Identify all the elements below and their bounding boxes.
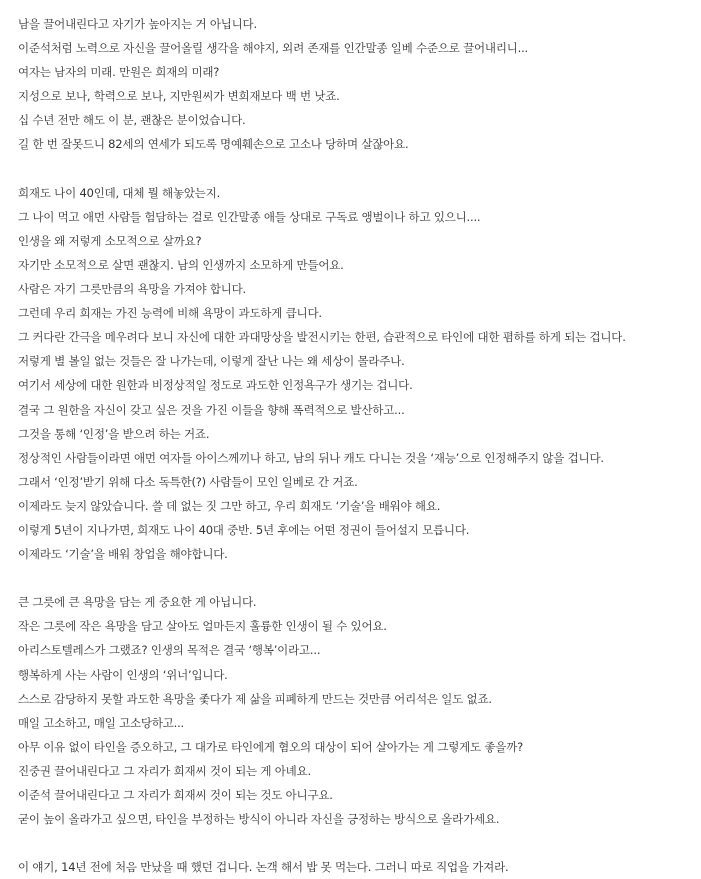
text-line: 십 수년 전만 해도 이 분, 괜찮은 분이었습니다. <box>18 113 246 128</box>
article-body <box>18 12 698 879</box>
paragraph-break <box>18 831 698 855</box>
text-line: 이렇게 5년이 지나가면, 희재도 나이 40대 중반. 5년 후에는 어떤 정권이 들어설지 모릅니다. <box>18 522 470 537</box>
text-line: 이준석처럼 노력으로 자신을 끌어올릴 생각을 해야지, 외려 존재를 인간말종 일베 수준으로 끌어내리니... <box>18 41 529 56</box>
text-line: 그것을 통해 ‘인정’을 받으려 하는 거죠. <box>18 426 210 441</box>
text-line: 큰 그릇에 큰 욕망을 담는 게 중요한 게 아닙니다. <box>18 595 257 610</box>
text-line: 자기만 소모적으로 살면 괜찮지. 남의 인생까지 소모하게 만들어요. <box>18 257 344 272</box>
text-line: 희재도 나이 40인데, 대체 뭘 해놓았는지. <box>18 185 221 200</box>
text-line: 길 한 번 잘못드니 82세의 연세가 되도록 명예훼손으로 고소나 당하며 살잖아요. <box>18 137 409 152</box>
text-line: 결국 그 원한을 자신이 갖고 싶은 것을 가진 이들을 향해 폭력적으로 발산하고... <box>18 402 405 417</box>
text-line: 그래서 ‘인정’받기 위해 다소 독특한(?) 사람들이 모인 일베로 간 거죠. <box>18 474 358 489</box>
text-line: 그 나이 먹고 애먼 사람들 험담하는 걸로 인간말종 애들 상대로 구독료 앵벌이나 하고 있으니.... <box>18 209 481 224</box>
text-line: 진중권 끌어내린다고 그 자리가 희재씨 것이 되는 게 아녜요. <box>18 763 311 778</box>
text-line: 인생을 왜 저렇게 소모적으로 살까요? <box>18 233 202 248</box>
text-line: 작은 그릇에 작은 욕망을 담고 살아도 얼마든지 훌륭한 인생이 될 수 있어요. <box>18 619 387 634</box>
text-line: 매일 고소하고, 매일 고소당하고... <box>18 715 185 730</box>
text-line: 정상적인 사람들이라면 애먼 여자들 아이스께끼나 하고, 남의 뒤나 캐도 다니는 것을 ‘재능’으로 인정해주지 않을 겁니다. <box>18 450 604 465</box>
text-line: 이제라도 ‘기술’을 배워 창업을 해야합니다. <box>18 547 228 562</box>
text-line: 이제라도 늦지 않았습니다. 쓸 데 없는 짓 그만 하고, 우리 희재도 ‘기술’을 배워야 해요. <box>18 498 441 513</box>
text-line: 그 커다란 간극을 메우려다 보니 자신에 대한 과대망상을 발전시키는 한편, 습관적으로 타인에 대한 폄하를 하게 되는 겁니다. <box>18 330 626 345</box>
text-line: 지성으로 보나, 학력으로 보나, 지만원씨가 변희재보다 백 번 낫죠. <box>18 89 340 104</box>
text-line: 아무 이유 없이 타인을 증오하고, 그 대가로 타인에게 혐오의 대상이 되어 살아가는 게 그렇게도 좋을까? <box>18 739 524 754</box>
text-line: 굳이 높이 올라가고 싶으면, 타인을 부정하는 방식이 아니라 자신을 긍정하는 방식으로 올라가세요. <box>18 812 500 827</box>
text-line: 스스로 감당하지 못할 과도한 욕망을 좇다가 제 삶을 피폐하게 만드는 것만큼 어리석은 일도 없죠. <box>18 691 492 706</box>
text-line: 여기서 세상에 대한 원한과 비정상적일 정도로 과도한 인정욕구가 생기는 겁니다. <box>18 378 413 393</box>
paragraph-break <box>18 566 698 590</box>
paragraph-4 <box>18 855 698 879</box>
paragraph-1 <box>18 12 698 157</box>
text-line: 여자는 남자의 미래. 만원은 희재의 미래? <box>18 65 220 80</box>
text-line: 아리스토텔레스가 그랬죠? 인생의 목적은 결국 ‘행복’이라고... <box>18 643 321 658</box>
paragraph-break <box>18 157 698 181</box>
text-line: 이 얘기, 14년 전에 처음 만났을 때 했던 겁니다. 논객 해서 밥 못 먹는다. 그러니 따로 직업을 가져라. <box>18 860 509 875</box>
text-line: 이준석 끌어내린다고 그 자리가 희재씨 것이 되는 것도 아니구요. <box>18 788 333 802</box>
paragraph-2 <box>18 181 698 567</box>
paragraph-3 <box>18 590 698 831</box>
text-line: 그런데 우리 희재는 가진 능력에 비해 욕망이 과도하게 큽니다. <box>18 306 322 321</box>
text-line: 행복하게 사는 사람이 인생의 ‘위너’입니다. <box>18 667 228 682</box>
text-line: 저렇게 별 볼일 없는 것들은 잘 나가는데, 이렇게 잘난 나는 왜 세상이 몰라주나. <box>18 354 405 369</box>
text-line: 남을 끌어내린다고 자기가 높아지는 거 아닙니다. <box>18 17 257 31</box>
text-line: 사람은 자기 그릇만큼의 욕망을 가져야 합니다. <box>18 282 247 297</box>
